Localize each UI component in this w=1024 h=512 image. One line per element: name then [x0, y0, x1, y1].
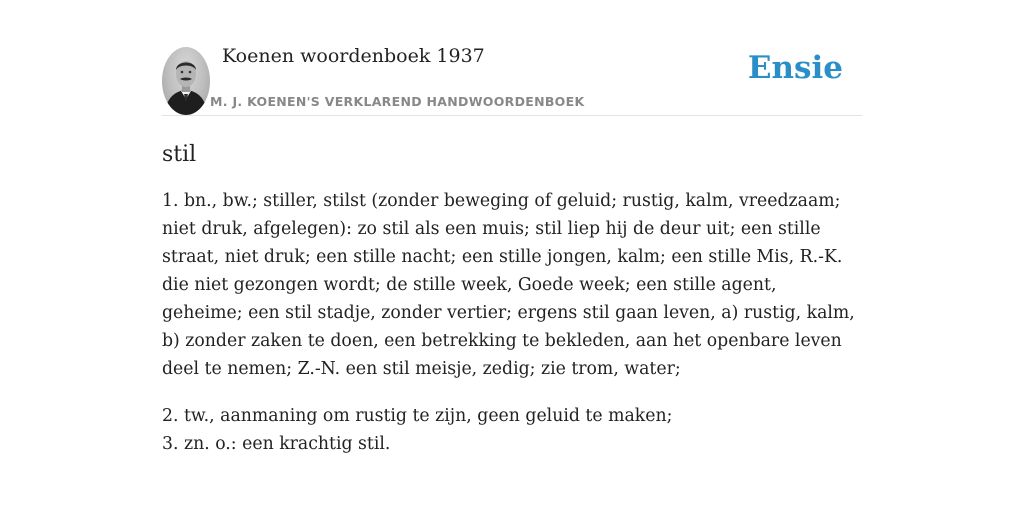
dictionary-entry-card	[162, 40, 862, 458]
ensie-logo-link[interactable]: Ensie	[747, 50, 843, 86]
book-title: Koenen woordenboek 1937	[222, 45, 485, 67]
book-subtitle: M. J. KOENEN'S VERKLAREND HANDWOORDENBOEK	[210, 94, 585, 109]
portrait-photo-icon	[162, 47, 210, 115]
header	[162, 40, 862, 116]
entry-definitions	[162, 187, 862, 458]
definition-1: 1. bn., bw.; stiller, stilst (zonder beweging of geluid; rustig, kalm, vreedzaam; niet druk, afgelegen): zo stil als een muis; stil liep hij de deur uit; een stille straat, niet druk; een stille nacht; een stille jongen, kalm; een stille Mis, R.-K. die niet gezongen wordt; de stille week, Goede week; een stille agent, geheime; een stil stadje, zonder vertier; ergens stil gaan leven, a) rustig, kalm, b) zonder zaken te doen, een betrekking te bekleden, aan het openbare leven deel te nemen; Z.-N. een stil meisje, zedig; zie trom, water;	[162, 191, 855, 379]
definition-3: 3. zn. o.: een krachtig stil.	[162, 434, 391, 454]
entry-headword: stil	[162, 142, 197, 167]
definition-2: 2. tw., aanmaning om rustig te zijn, geen geluid te maken;	[162, 406, 673, 426]
